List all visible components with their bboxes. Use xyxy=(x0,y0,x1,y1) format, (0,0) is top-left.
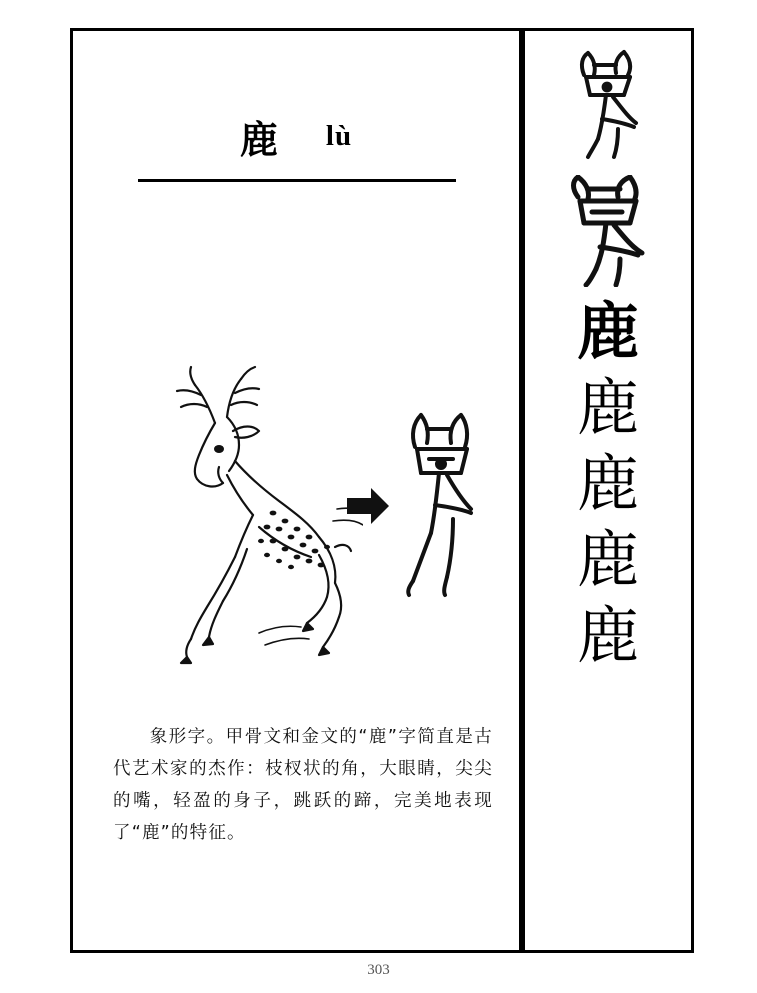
headword-pinyin: lù xyxy=(325,120,353,152)
oracle-bone-form-icon xyxy=(395,409,491,599)
script-evolution-panel xyxy=(522,28,694,953)
script-glyph-list xyxy=(525,49,691,681)
deer-illustration-icon xyxy=(123,351,363,671)
headword-divider xyxy=(138,179,456,182)
illustration-group xyxy=(95,331,505,691)
script-glyph-running: 鹿 xyxy=(576,523,639,596)
script-glyph-regular: 鹿 xyxy=(576,447,639,520)
script-glyph-clerical: 鹿 xyxy=(576,371,639,444)
script-glyph-oracle-bone xyxy=(525,49,691,161)
page-number: 303 xyxy=(367,962,390,978)
script-glyph-cursive: 鹿 xyxy=(576,599,639,672)
explanation-text xyxy=(113,721,493,849)
right-arrow-icon xyxy=(345,486,391,526)
headword xyxy=(73,109,519,164)
explanation-paragraph: 象形字。甲骨文和金文的“鹿”字简直是古代艺术家的杰作：枝杈状的角，大眼睛，尖尖的嘴，轻盈的身子，跳跃的蹄，完美地表现了“鹿”的特征。 xyxy=(113,727,493,843)
entry-panel xyxy=(70,28,522,953)
headword-character: 鹿 xyxy=(239,118,280,162)
script-glyph-bronze xyxy=(525,175,691,287)
script-glyph-seal: 鹿 xyxy=(576,295,639,368)
